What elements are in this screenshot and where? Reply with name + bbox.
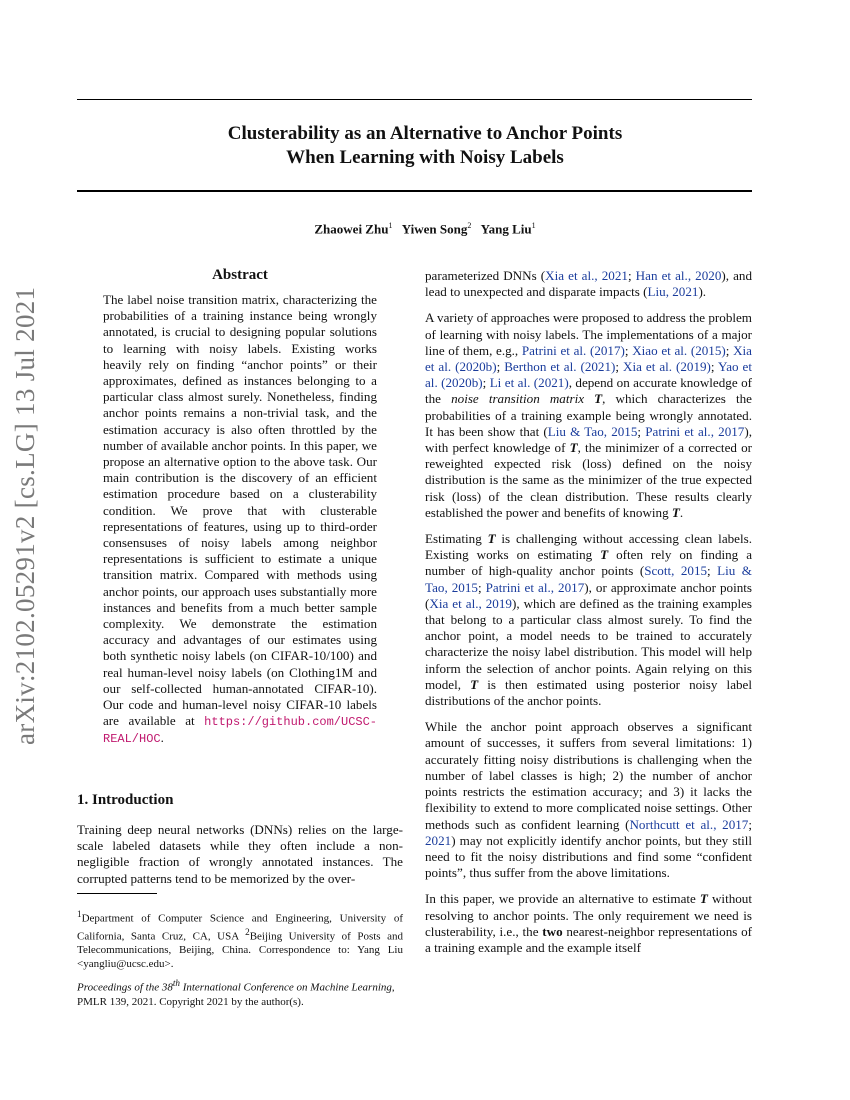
citation-link[interactable]: Yao et al. (2020b) bbox=[425, 359, 752, 391]
math-symbol: T bbox=[487, 531, 496, 547]
citation-link[interactable]: Liu & Tao, 2015 bbox=[547, 423, 638, 439]
abstract-body bbox=[103, 292, 377, 758]
text-segment: two bbox=[542, 923, 563, 939]
author-name: Zhaowei Zhu bbox=[314, 221, 389, 237]
text-segment: ; bbox=[624, 342, 633, 358]
abstract-heading: Abstract bbox=[212, 267, 268, 283]
paper-title bbox=[0, 122, 850, 170]
right-column-body bbox=[425, 268, 752, 966]
text-segment: Estimating bbox=[425, 531, 488, 547]
text-segment: ), and lead to unexpected and disparate impacts ( bbox=[425, 268, 752, 300]
citation-link[interactable]: Patrini et al. (2017) bbox=[521, 342, 625, 358]
footnote-rule bbox=[77, 893, 157, 894]
paragraph bbox=[77, 822, 403, 887]
text-segment: ), with perfect knowledge of bbox=[425, 423, 752, 456]
arxiv-stamp: arXiv:2102.05291v2 [cs.LG] 13 Jul 2021 bbox=[10, 286, 40, 745]
paragraph bbox=[425, 310, 752, 521]
text-segment: A variety of approaches were proposed to address the problem of learning with noisy labels. The implementations of a major line of them, e.g., bbox=[425, 310, 752, 358]
text-segment: , depend on accurate knowledge of the bbox=[425, 375, 752, 407]
text-segment: In this paper, we provide an alternative to estimate bbox=[425, 891, 700, 907]
introduction-body bbox=[77, 822, 403, 897]
citation-link[interactable]: Northcutt et al., 2017 bbox=[629, 816, 749, 832]
text-segment: is challenging without accessing clean labels. Existing works on estimating bbox=[425, 531, 752, 563]
citation-link[interactable]: Liu, 2021 bbox=[647, 284, 699, 300]
text-segment: nearest-neighbor representations of a training example and the example itself bbox=[425, 923, 752, 955]
text-segment: ; bbox=[627, 268, 636, 283]
text-segment: ) may not explicitly identify anchor points, but they still need to fit the noisy distributions and find some “confident points”, thus suffer from the above limitations. bbox=[425, 832, 752, 881]
text-segment: Training deep neural networks (DNNs) relies on the large-scale labeled datasets while they often include a non-negligible fraction of wrongly annotated instances. The corrupted patterns tend to be memorized by the over- bbox=[77, 822, 403, 886]
text-segment: Beijing University of Posts and Telecommunications, Beijing, China. Correspondence to: Yang Liu <yangliu@ucsc.edu>. bbox=[77, 930, 403, 970]
paragraph bbox=[425, 268, 752, 300]
title-line-2: When Learning with Noisy Labels bbox=[286, 147, 564, 168]
text-segment: ; bbox=[615, 359, 624, 375]
code-url-link[interactable]: https://github.com/UCSC-REAL/HOC bbox=[103, 715, 377, 747]
text-segment: ), or approximate anchor points ( bbox=[425, 579, 752, 611]
section-heading-introduction: 1. Introduction bbox=[77, 792, 174, 808]
citation-link[interactable]: Patrini et al., 2017 bbox=[645, 423, 745, 439]
text-segment: , the minimizer of a corrected or reweighted expected risk (loss) defined on the noisy distribution is the same as the minimizer of the true expected risk (loss) of the clean distribution. These results clearly established the power and benefits of knowing bbox=[425, 440, 752, 520]
text-segment: While the anchor point approach observes a significant amount of successes, it suffers from several limitations: 1) accurately fitting noisy distributions is challenging when the number of label classes is high; 2) the number of anchor points restricts the estimation accuracy; and 3) it lacks the flexibility to extend to more complicated noise settings. Other methods such as confident learning ( bbox=[425, 719, 752, 832]
math-symbol: T bbox=[699, 891, 708, 907]
text-segment: , which characterizes the probabilities of a training example being wrongly annotated. It has been show that ( bbox=[425, 391, 752, 439]
superscript: 1 bbox=[77, 909, 82, 919]
top-rule bbox=[77, 99, 752, 100]
text-segment: ; bbox=[725, 342, 734, 358]
text-segment: . bbox=[160, 730, 164, 746]
author-affiliation: 1 bbox=[531, 221, 536, 230]
paragraph bbox=[425, 531, 752, 709]
superscript: th bbox=[172, 978, 180, 988]
math-symbol: T bbox=[600, 547, 609, 563]
title-line-1: Clusterability as an Alternative to Anchor Points bbox=[227, 123, 623, 144]
citation-link[interactable]: Xia et al. (2019) bbox=[623, 359, 711, 375]
text-segment: ). bbox=[698, 284, 707, 300]
paragraph bbox=[425, 891, 752, 956]
text-segment: ; bbox=[748, 816, 752, 832]
text-segment: ; bbox=[710, 359, 719, 375]
proceedings-note bbox=[77, 965, 403, 1020]
text-segment: The label noise transition matrix, characterizing the probabilities of a training instance being wrongly annotated, is crucial to designing popular solutions to learning with noisy labels. Existing works heavily rely on finding “anchor points” or their approximates, defined as instances belonging to a particular class almost surely. Nonetheless, finding anchor points remains a non-trivial task, and the estimation accuracy is also often throttled by the number of available anchor points. In this paper, we propose an alternative option to the above task. Our main contribution is the discovery of an efficient estimation procedure based on a clusterability condition. We prove that with clusterable representations of features, using up to third-order consensuses of noisy labels among neighbor representations is sufficient to estimate a unique transition matrix. Compared with methods using anchor points, our approach uses substantially more instances and benefits from a much better sample complexity. We demonstrate the estimation accuracy and advantages of our estimates using both synthetic noisy labels (on CIFAR-10/100) and real human-level noisy labels (on Clothing1M and our self-collected human-annotated CIFAR-10). Our code and human-level noisy CIFAR-10 labels are available at bbox=[103, 292, 377, 729]
text-segment: ; bbox=[496, 359, 505, 375]
citation-link[interactable]: Patrini et al., 2017 bbox=[485, 579, 585, 595]
text-segment: , PMLR 139, 2021. Copyright 2021 by the author(s). bbox=[77, 981, 395, 1008]
text-segment: ; bbox=[482, 375, 490, 391]
citation-link[interactable]: 2021 bbox=[425, 832, 452, 848]
math-symbol: T bbox=[470, 676, 479, 692]
author-list bbox=[0, 221, 850, 237]
author-name: Yiwen Song bbox=[401, 221, 468, 237]
paragraph bbox=[77, 976, 403, 1009]
math-symbol: T bbox=[594, 391, 603, 407]
text-segment: is then estimated using posterior noisy label distributions of the anchor points. bbox=[425, 676, 752, 709]
text-segment: . bbox=[679, 504, 684, 520]
text-segment: Proceedings of the 38 bbox=[77, 981, 173, 994]
text-segment: often rely on finding a number of high-quality anchor points ( bbox=[425, 547, 753, 579]
text-segment: noise transition matrix bbox=[451, 391, 585, 407]
title-rule bbox=[77, 190, 752, 192]
citation-link[interactable]: Scott, 2015 bbox=[644, 563, 708, 579]
text-segment: ; bbox=[707, 563, 718, 579]
text-segment: without resolving to anchor points. The only requirement we need is clusterability, i.e., the bbox=[425, 891, 752, 939]
citation-link[interactable]: Han et al., 2020 bbox=[635, 268, 722, 283]
citation-link[interactable]: Xiao et al. (2015) bbox=[632, 342, 726, 358]
text-segment: ), which are defined as the training examples that belong to a particular class almost surely. To find the anchor point, a model needs to be trained to accurately characterize the noisy label distribution. This model will help inform the selection of anchor points. Again relying on this model, bbox=[425, 595, 752, 692]
text-segment: ; bbox=[637, 423, 646, 439]
math-symbol: T bbox=[569, 440, 578, 456]
citation-link[interactable]: Xia et al., 2021 bbox=[545, 268, 628, 283]
author-name: Yang Liu bbox=[480, 221, 532, 237]
paragraph bbox=[77, 908, 403, 971]
citation-link[interactable]: Li et al. (2021) bbox=[489, 375, 569, 391]
paragraph bbox=[425, 719, 752, 881]
text-segment: International Conference on Machine Learning bbox=[179, 981, 392, 994]
text-segment: ; bbox=[477, 579, 486, 595]
math-symbol: T bbox=[671, 504, 680, 520]
citation-link[interactable]: Xia et al., 2019 bbox=[429, 595, 512, 611]
text-segment: parameterized DNNs ( bbox=[425, 268, 546, 283]
citation-link[interactable]: Liu & Tao, 2015 bbox=[425, 563, 752, 595]
citation-link[interactable]: Xia et al. (2020b) bbox=[425, 342, 752, 375]
author-affiliation: 2 bbox=[467, 221, 472, 230]
text-segment: Department of Computer Science and Engineering, University of California, Santa Cruz, CA, USA bbox=[77, 912, 403, 943]
citation-link[interactable]: Berthon et al. (2021) bbox=[504, 359, 616, 375]
paragraph bbox=[103, 292, 377, 748]
superscript: 2 bbox=[245, 927, 250, 938]
text-segment bbox=[584, 391, 594, 406]
author-affiliation: 1 bbox=[388, 221, 393, 230]
